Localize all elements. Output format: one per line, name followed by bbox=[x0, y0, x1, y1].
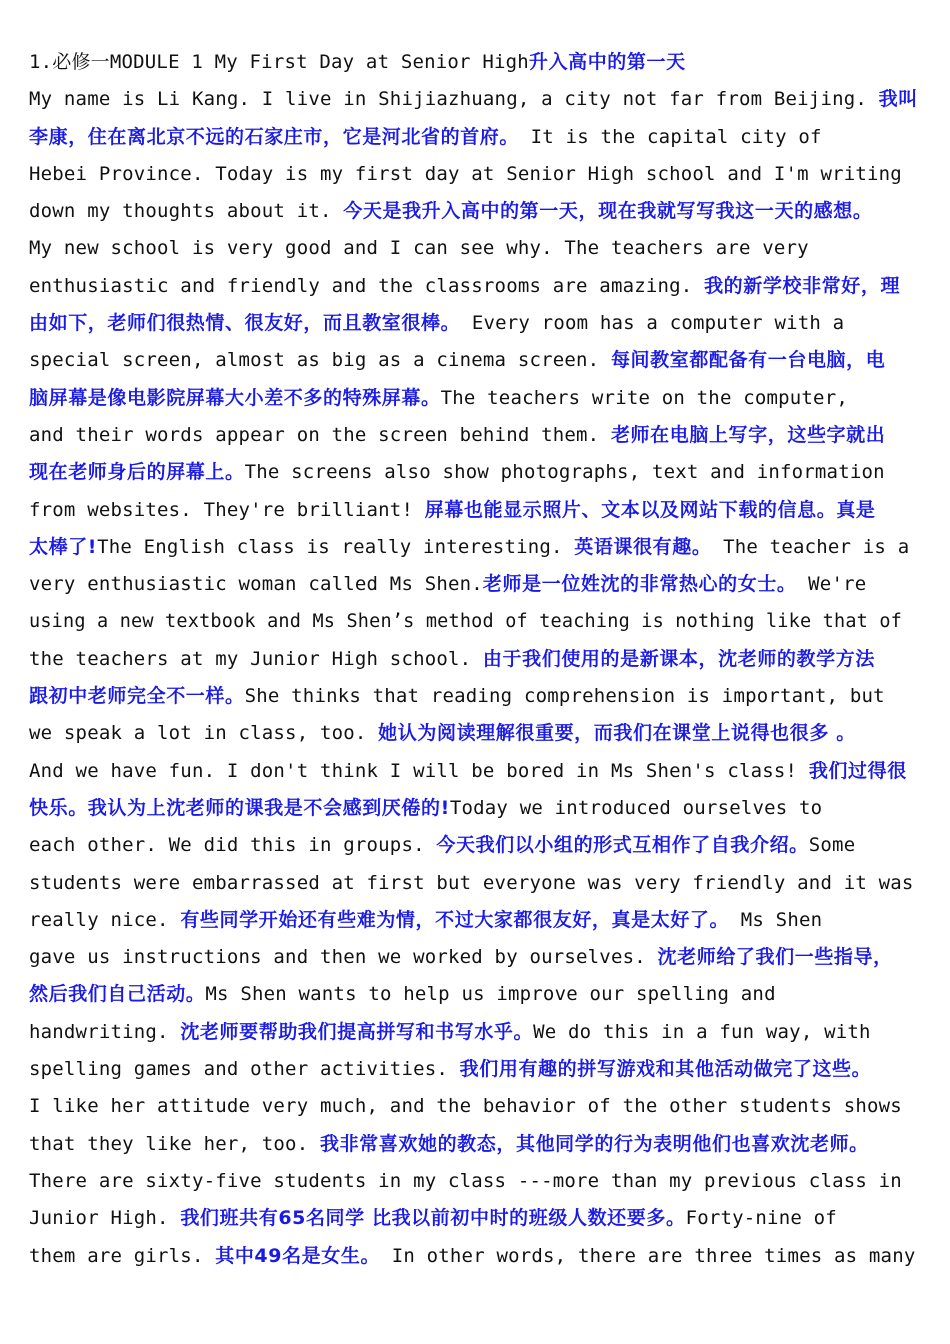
text-line bbox=[29, 603, 921, 640]
english-text: Ms Shen bbox=[729, 908, 823, 931]
english-text: the teachers at my Junior High school. bbox=[29, 647, 483, 670]
english-text: The teacher is a bbox=[711, 535, 910, 558]
text-line bbox=[29, 1126, 921, 1163]
text-line bbox=[29, 827, 921, 864]
english-text: The English class is really interesting. bbox=[97, 535, 575, 558]
english-text: and their words appear on the screen behind them. bbox=[29, 423, 611, 446]
english-text: them are girls. bbox=[29, 1244, 216, 1267]
chinese-translation: 英语课很有趣。 bbox=[574, 535, 712, 558]
chinese-translation: 现在老师身后的屏幕上。 bbox=[29, 461, 245, 484]
english-text: There are sixty-five students in my class ---more than my previous class in bbox=[29, 1169, 902, 1192]
english-text: I like her attitude very much, and the behavior of the other students shows bbox=[29, 1095, 902, 1118]
english-text: We do this in a fun way, with bbox=[533, 1020, 871, 1043]
chinese-translation: 脑屏幕是像电影院屏幕大小差不多的特殊屏幕。 bbox=[29, 386, 441, 409]
chinese-translation: 今天我们以小组的形式互相作了自我介绍。 bbox=[436, 834, 809, 857]
text-line bbox=[29, 566, 921, 603]
text-line bbox=[29, 529, 921, 566]
chinese-translation: 李康，住在离北京不远的石家庄市，它是河北省的首府。 bbox=[29, 125, 520, 148]
chinese-translation: 我叫 bbox=[878, 88, 918, 111]
chinese-translation: 太棒了! bbox=[29, 535, 98, 558]
text-line bbox=[29, 81, 921, 118]
text-line bbox=[29, 342, 921, 379]
english-text: My name is Li Kang. I live in Shijiazhuang, a city not far from Beijing. bbox=[29, 88, 879, 111]
chinese-translation: 我们班共有65名同学 比我以前初中时的班级人数还要多。 bbox=[180, 1207, 686, 1230]
text-line bbox=[29, 417, 921, 454]
english-text: Ms Shen wants to help us improve our spelling and bbox=[205, 983, 776, 1006]
english-text: handwriting. bbox=[29, 1020, 181, 1043]
text-line bbox=[29, 1200, 921, 1237]
chinese-translation: 然后我们自己活动。 bbox=[29, 983, 206, 1006]
chinese-translation: 今天是我升入高中的第一天，现在我就写写我这一天的感想。 bbox=[343, 200, 873, 223]
english-text: from websites. They're brilliant! bbox=[29, 498, 425, 521]
english-text: Some bbox=[808, 834, 856, 857]
text-line bbox=[29, 454, 921, 491]
text-line bbox=[29, 230, 921, 267]
text-line bbox=[29, 902, 921, 939]
english-text: enthusiastic and friendly and the classrooms are amazing. bbox=[29, 274, 705, 297]
text-line bbox=[29, 193, 921, 230]
english-text: 1.必修一MODULE 1 My First Day at Senior High bbox=[29, 51, 529, 73]
chinese-translation: 老师是一位姓沈的非常热心的女士。 bbox=[482, 573, 797, 596]
english-text: really nice. bbox=[29, 908, 181, 931]
english-text: We're bbox=[796, 573, 867, 596]
text-line bbox=[29, 1051, 921, 1088]
text-line bbox=[29, 492, 921, 529]
english-text: down my thoughts about it. bbox=[29, 200, 344, 223]
english-text: It is the capital city of bbox=[519, 125, 822, 148]
chinese-translation: 有些同学开始还有些难为情，不过大家都很友好，真是太好了。 bbox=[180, 908, 730, 931]
text-line bbox=[29, 1014, 921, 1051]
text-line bbox=[29, 1238, 921, 1275]
text-line bbox=[29, 753, 921, 790]
chinese-translation: 我们过得很 bbox=[808, 759, 907, 782]
text-line bbox=[29, 715, 921, 752]
english-text: gave us instructions and then we worked by ourselves. bbox=[29, 946, 658, 969]
english-text: The teachers write on the computer, bbox=[440, 386, 848, 409]
text-line bbox=[29, 939, 921, 976]
text-line bbox=[29, 976, 921, 1013]
chinese-translation: 我非常喜欢她的教态，其他同学的行为表明他们也喜欢沈老师。 bbox=[319, 1132, 869, 1155]
text-line bbox=[29, 268, 921, 305]
english-text: using a new textbook and Ms Shen’s method of teaching is nothing like that of bbox=[29, 611, 903, 633]
text-line bbox=[29, 790, 921, 827]
text-line bbox=[29, 380, 921, 417]
chinese-translation: 沈老师给了我们一些指导， bbox=[657, 946, 893, 969]
document-body bbox=[29, 44, 921, 1275]
text-line bbox=[29, 865, 921, 902]
chinese-translation: 她认为阅读理解很重要，而我们在课堂上说得也很多 。 bbox=[378, 722, 856, 745]
english-text: Hebei Province. Today is my first day at Senior High school and I'm writing bbox=[29, 162, 902, 185]
english-text: My new school is very good and I can see why. The teachers are very bbox=[29, 237, 809, 260]
english-text: very enthusiastic woman called Ms Shen. bbox=[29, 573, 483, 596]
english-text: She thinks that reading comprehension is important, but bbox=[244, 685, 885, 708]
chinese-translation: 升入高中的第一天 bbox=[528, 51, 686, 73]
chinese-translation: 其中49名是女生。 bbox=[215, 1244, 381, 1267]
text-line bbox=[29, 678, 921, 715]
chinese-translation: 我们用有趣的拼写游戏和其他活动做完了这些。 bbox=[459, 1058, 872, 1081]
english-text: The screens also show photographs, text and information bbox=[244, 461, 885, 484]
text-line bbox=[29, 305, 921, 342]
chinese-translation: 由如下，老师们很热情、很友好，而且教室很棒。 bbox=[29, 312, 461, 335]
text-line bbox=[29, 119, 921, 156]
text-line bbox=[29, 1088, 921, 1125]
english-text: Junior High. bbox=[29, 1207, 181, 1230]
text-line bbox=[29, 641, 921, 678]
english-text: In other words, there are three times as many bbox=[380, 1244, 916, 1267]
document-title-line bbox=[29, 44, 921, 81]
text-line bbox=[29, 156, 921, 193]
chinese-translation: 沈老师要帮助我们提高拼写和书写水乎。 bbox=[180, 1020, 534, 1043]
english-text: Forty-nine of bbox=[685, 1207, 837, 1230]
chinese-translation: 由于我们使用的是新课本，沈老师的教学方法 bbox=[482, 647, 875, 670]
text-line bbox=[29, 1163, 921, 1200]
english-text: students were embarrassed at first but everyone was very friendly and it was bbox=[29, 871, 914, 894]
english-text: special screen, almost as big as a cinema screen. bbox=[29, 349, 611, 372]
chinese-translation: 每间教室都配备有一台电脑，电 bbox=[610, 349, 886, 372]
english-text: Every room has a computer with a bbox=[460, 312, 845, 335]
english-text: that they like her, too. bbox=[29, 1132, 320, 1155]
chinese-translation: 跟初中老师完全不一样。 bbox=[29, 685, 245, 708]
english-text: Today we introduced ourselves to bbox=[449, 796, 823, 819]
chinese-translation: 屏幕也能显示照片、文本以及网站下载的信息。真是 bbox=[424, 498, 876, 521]
english-text: And we have fun. I don't think I will be bored in Ms Shen's class! bbox=[29, 759, 809, 782]
chinese-translation: 快乐。我认为上沈老师的课我是不会感到厌倦的! bbox=[29, 796, 450, 819]
english-text: each other. We did this in groups. bbox=[29, 834, 437, 857]
chinese-translation: 我的新学校非常好，理 bbox=[704, 274, 901, 297]
english-text: spelling games and other activities. bbox=[29, 1058, 460, 1081]
english-text: we speak a lot in class, too. bbox=[29, 722, 379, 745]
chinese-translation: 老师在电脑上写字，这些字就出 bbox=[610, 423, 886, 446]
